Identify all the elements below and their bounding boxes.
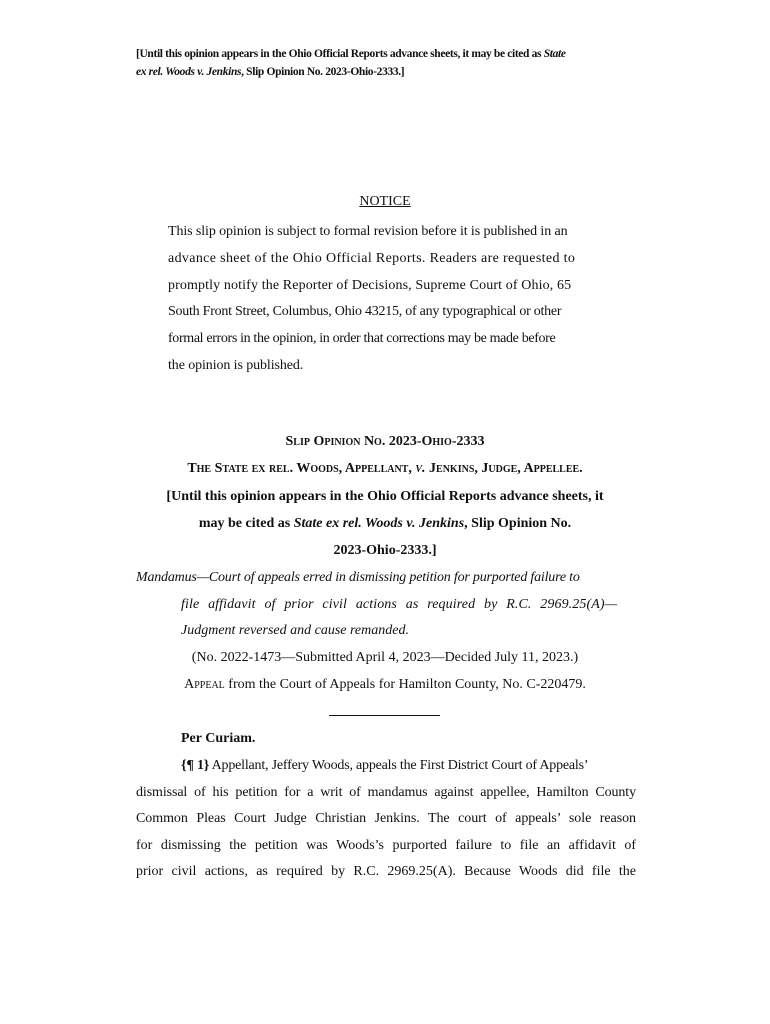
paragraph-line: for dismissing the petition was Woods’s purported failure to file an affidavit of bbox=[136, 837, 636, 853]
citation-header-line-2: ex rel. Woods v. Jenkins, Slip Opinion No. 2023-Ohio-2333.] bbox=[136, 66, 405, 78]
paragraph-marker: {¶ 1} bbox=[181, 758, 210, 773]
syllabus-line-3: Judgment reversed and cause remanded. bbox=[181, 623, 409, 638]
notice-line: advance sheet of the Ohio Official Reports. Readers are requested to bbox=[168, 250, 576, 266]
syllabus-line-1: Mandamus—Court of appeals erred in dismissing petition for purported failure to bbox=[136, 570, 580, 585]
citation-note-line-2: may be cited as State ex rel. Woods v. Jenkins, Slip Opinion No. bbox=[198, 516, 572, 531]
opinion-paragraph bbox=[136, 753, 636, 886]
notice-line: This slip opinion is subject to formal revision before it is published in an bbox=[168, 224, 568, 239]
appeal-info: Appeal from the Court of Appeals for Hamilton County, No. C-220479. bbox=[184, 677, 586, 692]
citation-header bbox=[136, 45, 636, 81]
paragraph-line: prior civil actions, as required by R.C. 2969.25(A). Because Woods did file the bbox=[136, 864, 636, 879]
docket-info: (No. 2022-1473—Submitted April 4, 2023—Decided July 11, 2023.) bbox=[191, 650, 579, 665]
section-divider bbox=[329, 715, 440, 716]
per-curiam-heading: Per Curiam. bbox=[181, 731, 256, 746]
notice-body bbox=[168, 219, 608, 380]
paragraph-line: {¶ 1} Appellant, Jeffery Woods, appeals the First District Court of Appeals’ bbox=[181, 758, 589, 773]
notice-line: South Front Street, Columbus, Ohio 43215, of any typographical or other bbox=[168, 304, 562, 320]
citation-note-line-3: 2023-Ohio-2333.] bbox=[333, 543, 437, 558]
notice-line: formal errors in the opinion, in order that corrections may be made before bbox=[168, 331, 556, 347]
citation-header-line-1: [Until this opinion appears in the Ohio Official Reports advance sheets, it may be cited as State bbox=[136, 48, 566, 60]
paragraph-line: dismissal of his petition for a writ of mandamus against appellee, Hamilton County bbox=[136, 784, 636, 800]
paragraph-line: Common Pleas Court Judge Christian Jenkins. The court of appeals’ sole reason bbox=[136, 811, 636, 826]
slip-opinion-number: Slip Opinion No. 2023-Ohio-2333 bbox=[285, 434, 485, 449]
notice-line: promptly notify the Reporter of Decisions, Supreme Court of Ohio, 65 bbox=[168, 277, 572, 293]
case-parties: The State ex rel. Woods, Appellant, v. Jenkins, Judge, Appellee. bbox=[187, 461, 583, 476]
citation-note-line-1: [Until this opinion appears in the Ohio Official Reports advance sheets, it bbox=[166, 489, 604, 504]
syllabus-line-2: file affidavit of prior civil actions as required by R.C. 2969.25(A)— bbox=[181, 597, 618, 612]
notice-title: NOTICE bbox=[359, 194, 411, 209]
notice-line: the opinion is published. bbox=[168, 357, 304, 373]
